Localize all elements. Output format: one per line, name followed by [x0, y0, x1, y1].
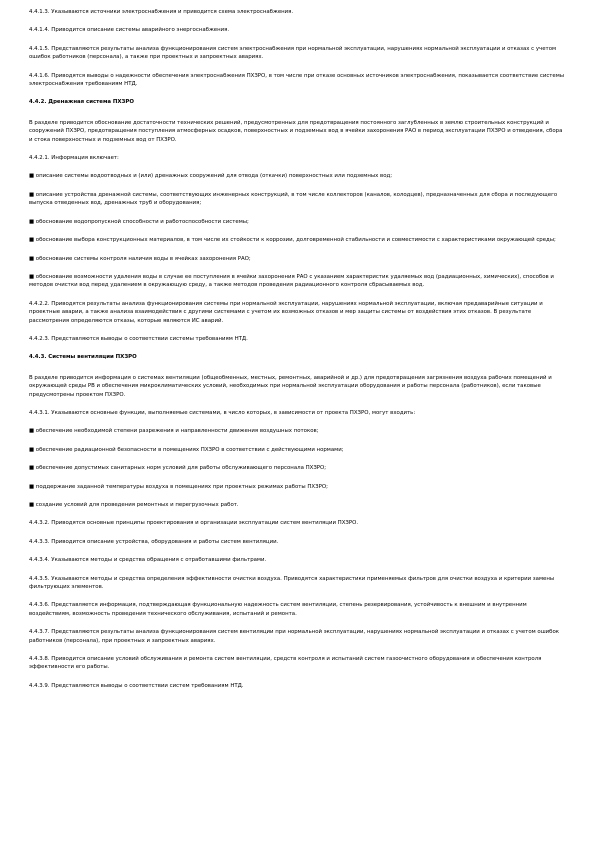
section-heading-4-4-3: 4.4.3. Системы вентиляции ПХЗРО	[29, 354, 137, 361]
paragraph-4-4-3-9: 4.4.3.9. Представляются выводы о соответствии систем требованиям НТД.	[29, 682, 244, 689]
list-item-ventilation-3: ■ обеспечение допустимых санитарных норм условий для работы обслуживающего персонала ПХЗРО;	[29, 465, 327, 472]
list-item-drainage-6: ■ обоснование возможности удаления воды в случае ее поступления в ячейки захоронения РАО с указанием характеристик удаляемых вод (радиационных, химических), способов и методов очистки вод перед удалением в окружающую среду, а также методов проведения радиационного контроля сбрасываемых вод.	[29, 273, 554, 289]
list-item-ventilation-4: ■ поддержание заданной температуры воздуха в помещениях при проектных режимах работы ПХЗРО;	[29, 483, 328, 490]
paragraph-4-4-3-7: 4.4.3.7. Представляются результаты анализа функционирования систем вентиляции при нормальной эксплуатации, нарушениях нормальной эксплуатации и отказах с учетом ошибок работников (персонала), при проектных и запроектных авариях.	[29, 629, 560, 644]
paragraph-4-4-2-3: 4.4.2.3. Представляются выводы о соответствии системы требованиям НТД.	[29, 335, 248, 342]
paragraph-4-4-2-1: 4.4.2.1. Информация включает:	[29, 155, 119, 162]
paragraph-4-4-1-3: 4.4.1.3. Указываются источники электроснабжения и приводится схема электроснабжения.	[29, 9, 294, 15]
list-item-drainage-2: ■ описание устройства дренажной системы, соответствующих инженерных конструкций, в том числе коллекторов (каналов, колодцев), предназначенных для сбора и последующего выпуска отведенных вод, дренажных труб и оборудования;	[29, 191, 558, 207]
paragraph-ventilation-intro: В разделе приводится информация о системах вентиляции (общеобменных, местных, ремонтных, аварийной и др.) для предотвращения загрязнения воздуха рабочих помещений и окружающей среды РВ и обеспечения микроклиматических условий, необходимых при нормальной эксплуатации оборудования и работы персонала (работников), если таковые предусмотрены проектом ПХЗРО.	[29, 374, 552, 398]
section-heading-4-4-2: 4.4.2. Дренажная система ПХЗРО	[29, 99, 134, 106]
paragraph-4-4-3-3: 4.4.3.3. Приводится описание устройства, оборудования и работы систем вентиляции.	[29, 538, 279, 545]
paragraph-4-4-3-8: 4.4.3.8. Приводится описание условий обслуживания и ремонта систем вентиляции, средств контроля и испытаний систем газоочистного оборудования и обеспечения контроля эффективности его работы.	[29, 656, 542, 671]
paragraph-4-4-3-5: 4.4.3.5. Указываются методы и средства определения эффективности очистки воздуха. Приводятся характеристики применяемых фильтров для очистки воздуха и критерии замены фильтрующих элементов.	[29, 575, 555, 591]
list-item-drainage-1: ■ описание системы водоотводных и (или) дренажных сооружений для отвода (откачки) поверхностных или подземных вод;	[29, 173, 393, 180]
list-item-drainage-4: ■ обоснование выбора конструкционных материалов, в том числе их стойкости к коррозии, долговременной стабильности и совместимости с характеристиками окружающей среды;	[29, 237, 556, 244]
paragraph-4-4-1-6: 4.4.1.6. Приводятся выводы о надежности обеспечения электроснабжения ПХЗРО, в том числе при отказе основных источников электроснабжения, показывается соответствие системы электроснабжения требованиям НТД.	[29, 72, 565, 88]
list-item-drainage-3: ■ обоснование водопропускной способности и работоспособности системы;	[29, 218, 249, 225]
list-item-drainage-5: ■ обоснование системы контроля наличия воды в ячейках захоронения РАО;	[29, 255, 251, 262]
paragraph-4-4-3-1: 4.4.3.1. Указываются основные функции, выполняемые системами, в число которых, в зависимости от проекта ПХЗРО, могут входить:	[29, 409, 416, 416]
paragraph-4-4-1-4: 4.4.1.4. Приводится описание системы аварийного энергоснабжения.	[29, 27, 230, 34]
paragraph-4-4-2-2: 4.4.2.2. Приводятся результаты анализа функционирования системы при нормальной эксплуатации, нарушениях нормальной эксплуатации, включая предаварийные ситуации и проектные аварии, а также анализа взаимодействия с другими системами с учетом их возможных отказов и мер защиты системы от воздействия этих отказов. В результате рассмотрения определяются отказы, которые являются ИС аварий.	[29, 300, 543, 324]
paragraph-4-4-3-6: 4.4.3.6. Представляется информация, подтверждающая функциональную надежность систем вентиляции, степень резервирования, устойчивость к внешним и внутренним воздействиям, возможность проведения технического обслуживания, испытаний и ремонта.	[29, 602, 527, 617]
list-item-ventilation-2: ■ обеспечение радиационной безопасности в помещениях ПХЗРО в соответствии с действующими нормами;	[29, 446, 344, 453]
list-item-ventilation-5: ■ создание условий для проведения ремонтных и перегрузочных работ.	[29, 502, 239, 508]
paragraph-4-4-3-4: 4.4.3.4. Указываются методы и средства обращения с отработавшими фильтрами.	[29, 557, 267, 564]
paragraph-4-4-1-5: 4.4.1.5. Представляются результаты анализа функционирования систем электроснабжения при нормальной эксплуатации, нарушениях нормальной эксплуатации и отказах с учетом ошибок работников (персонала), а также при проектных и запроектных авариях.	[29, 45, 557, 61]
paragraph-4-4-3-2: 4.4.3.2. Приводятся основные принципы проектирования и организации эксплуатации систем вентиляции ПХЗРО.	[29, 520, 359, 527]
paragraph-drainage-intro: В разделе приводится обоснование достаточности технических решений, предусмотренных для предотвращения постоянного заглубленных в землю строительных конструкций и сооружений ПХЗРО, предотвращения поступления атмосферных осадков, поверхностных и подземных вод в ячейки захоронения РАО в период эксплуатации ПХЗРО и отведения, сбора и стока поверхностных и подземных вод от ПХЗРО.	[29, 119, 563, 143]
list-item-ventilation-1: ■ обеспечение необходимой степени разрежения и направленности движения воздушных потоков;	[29, 428, 319, 435]
